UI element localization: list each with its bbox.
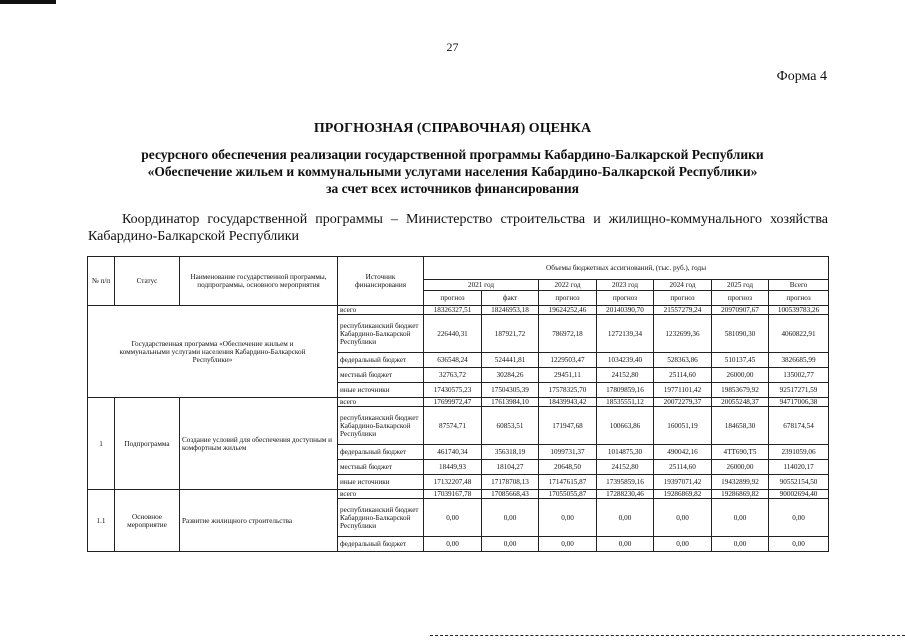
value-cell: 20055248,37 [712,398,769,407]
header-prognoz: прогноз [712,291,769,306]
value-cell: 1099731,37 [539,445,597,460]
value-cell: 20072279,37 [654,398,712,407]
funding-table [87,256,829,552]
value-cell: 17699972,47 [424,398,482,407]
value-cell: 32763,72 [424,368,482,383]
value-cell: 18246953,18 [482,306,539,315]
value-cell: 19624252,46 [539,306,597,315]
value-cell: 114020,17 [769,460,829,475]
value-cell: 25114,60 [654,460,712,475]
table-row [88,490,829,499]
value-cell: 0,00 [482,537,539,552]
value-cell: 19853679,92 [712,383,769,398]
value-cell: 0,00 [654,537,712,552]
page-number: 27 [446,40,459,54]
item-name-cell: Развитие жилищного строительства [180,490,338,552]
header-status: Статус [115,257,180,306]
value-cell: 18326327,51 [424,306,482,315]
source-cell: всего [338,306,424,315]
value-cell: 171947,68 [539,407,597,445]
value-cell: 19397071,42 [654,475,712,490]
header-total: Всего [769,280,829,291]
value-cell: 21557279,24 [654,306,712,315]
value-cell: 100539783,26 [769,306,829,315]
value-cell: 1034239,40 [597,353,654,368]
value-cell: 20648,50 [539,460,597,475]
value-cell: 0,00 [539,537,597,552]
value-cell: 18439943,42 [539,398,597,407]
value-cell: 0,00 [482,499,539,537]
item-name-cell: Создание условий для обеспечения доступным и комфортным жильем [180,398,338,490]
value-cell: 160051,19 [654,407,712,445]
table-row [88,398,829,407]
row-number-cell: 1.1 [88,490,115,552]
value-cell: 18535551,12 [597,398,654,407]
value-cell: 135002,77 [769,368,829,383]
value-cell: 0,00 [769,537,829,552]
value-cell: 94717006,38 [769,398,829,407]
value-cell: 17147615,87 [539,475,597,490]
header-source: Источник финансирования [338,257,424,306]
value-cell: 24152,80 [597,460,654,475]
header-year-2025: 2025 год [712,280,769,291]
value-cell: 60853,51 [482,407,539,445]
value-cell: 461740,34 [424,445,482,460]
value-cell: 187921,72 [482,315,539,353]
value-cell: 29451,11 [539,368,597,383]
header-year-2021: 2021 год [424,280,539,291]
header-name: Наименование государственной программы, подпрограммы, основного мероприятия [180,257,338,306]
value-cell: 17504305,39 [482,383,539,398]
value-cell: 19771101,42 [654,383,712,398]
subtitle-line: ресурсного обеспечения реализации государственной программы Кабардино-Балкарской Республики [141,147,764,162]
value-cell: 26000,00 [712,368,769,383]
document-subtitle [0,146,905,197]
value-cell: 17288230,46 [597,490,654,499]
value-cell: 0,00 [712,537,769,552]
value-cell: 17039167,78 [424,490,482,499]
value-cell: 17178708,13 [482,475,539,490]
value-cell: 30284,26 [482,368,539,383]
value-cell: 19286869,82 [712,490,769,499]
source-cell: местный бюджет [338,368,424,383]
table-body [88,306,829,552]
value-cell: 636548,24 [424,353,482,368]
value-cell: 184658,30 [712,407,769,445]
program-name-cell: Государственная программа «Обеспечение жильем и коммунальными услугами населения Кабардино-Балкарской Республики» [88,306,338,398]
value-cell: 17395859,16 [597,475,654,490]
source-cell: федеральный бюджет [338,445,424,460]
value-cell: 2391059,06 [769,445,829,460]
table-row [88,306,829,315]
header-prognoz: прогноз [539,291,597,306]
value-cell: 528363,86 [654,353,712,368]
document-title: ПРОГНОЗНАЯ (СПРАВОЧНАЯ) ОЦЕНКА [313,121,592,136]
scan-artifact-bottom [430,635,905,636]
value-cell: 18104,27 [482,460,539,475]
value-cell: 90552154,50 [769,475,829,490]
value-cell: 581090,30 [712,315,769,353]
header-year-2024: 2024 год [654,280,712,291]
scan-artifact-top [0,0,56,4]
source-cell: республиканский бюджет Кабардино-Балкарской Республики [338,499,424,537]
header-volumes: Объемы бюджетных ассигнований, (тыс. руб.), годы [424,257,829,280]
value-cell: 1232699,36 [654,315,712,353]
header-fakt: факт [482,291,539,306]
value-cell: 26000,00 [712,460,769,475]
source-cell: федеральный бюджет [338,537,424,552]
value-cell: 19286869,82 [654,490,712,499]
row-number-cell: 1 [88,398,115,490]
value-cell: 17430575,23 [424,383,482,398]
value-cell: 3826685,99 [769,353,829,368]
value-cell: 17809859,16 [597,383,654,398]
value-cell: 226440,31 [424,315,482,353]
value-cell: 19432899,92 [712,475,769,490]
value-cell: 1272139,34 [597,315,654,353]
value-cell: 4TT690,T5 [712,445,769,460]
source-cell: федеральный бюджет [338,353,424,368]
header-num: № п/п [88,257,115,306]
value-cell: 18449,93 [424,460,482,475]
status-cell: Подпрограмма [115,398,180,490]
value-cell: 0,00 [654,499,712,537]
value-cell: 0,00 [597,537,654,552]
header-prognoz: прогноз [769,291,829,306]
value-cell: 0,00 [769,499,829,537]
value-cell: 20140390,70 [597,306,654,315]
value-cell: 0,00 [539,499,597,537]
value-cell: 20970907,67 [712,306,769,315]
value-cell: 17132207,48 [424,475,482,490]
subtitle-line: за счет всех источников финансирования [326,181,579,196]
header-year-2022: 2022 год [539,280,597,291]
header-prognoz: прогноз [597,291,654,306]
source-cell: иные источники [338,383,424,398]
subtitle-line: «Обеспечение жильем и коммунальными услугами населения Кабардино-Балкарской Республики» [147,164,758,179]
value-cell: 17085668,43 [482,490,539,499]
value-cell: 17613984,10 [482,398,539,407]
value-cell: 0,00 [424,537,482,552]
value-cell: 524441,81 [482,353,539,368]
coordinator-text: Координатор государственной программы – Министерство строительства и жилищно-коммунального хозяйства Кабардино-Балкарской Республики [88,212,828,244]
value-cell: 24152,80 [597,368,654,383]
value-cell: 786972,18 [539,315,597,353]
source-cell: республиканский бюджет Кабардино-Балкарской Республики [338,315,424,353]
value-cell: 678174,54 [769,407,829,445]
header-year-2023: 2023 год [597,280,654,291]
value-cell: 490042,16 [654,445,712,460]
source-cell: местный бюджет [338,460,424,475]
value-cell: 100663,86 [597,407,654,445]
form-label: Форма 4 [776,69,827,84]
value-cell: 0,00 [597,499,654,537]
value-cell: 25114,60 [654,368,712,383]
value-cell: 0,00 [424,499,482,537]
value-cell: 4060822,91 [769,315,829,353]
value-cell: 0,00 [712,499,769,537]
value-cell: 87574,71 [424,407,482,445]
header-prognoz: прогноз [424,291,482,306]
source-cell: республиканский бюджет Кабардино-Балкарской Республики [338,407,424,445]
value-cell: 510137,45 [712,353,769,368]
value-cell: 1014875,30 [597,445,654,460]
header-prognoz: прогноз [654,291,712,306]
value-cell: 90002694,40 [769,490,829,499]
value-cell: 17578325,70 [539,383,597,398]
value-cell: 92517271,59 [769,383,829,398]
value-cell: 1229503,47 [539,353,597,368]
source-cell: всего [338,490,424,499]
value-cell: 356318,19 [482,445,539,460]
table-header [88,257,829,306]
value-cell: 17055055,87 [539,490,597,499]
status-cell: Основное мероприятие [115,490,180,552]
source-cell: иные источники [338,475,424,490]
source-cell: всего [338,398,424,407]
